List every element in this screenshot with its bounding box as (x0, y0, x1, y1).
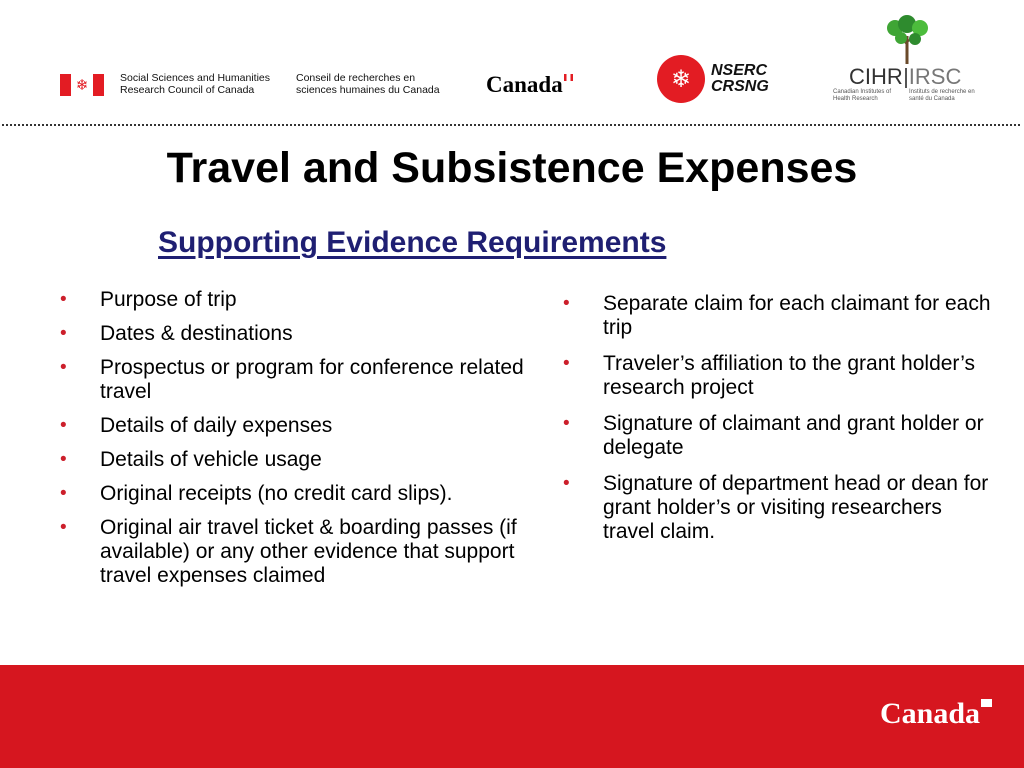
cihr-subtitle-french: Instituts de recherche en santé du Canada (909, 89, 975, 102)
canada-wordmark-footer: Canada (880, 697, 992, 731)
list-item: • Details of daily expenses (60, 414, 538, 438)
canada-wordmark-top: Canada (486, 72, 573, 98)
list-item: • Details of vehicle usage (60, 448, 538, 472)
dotted-divider (2, 124, 1020, 126)
list-item: • Dates & destinations (60, 322, 538, 346)
slide-title: Travel and Subsistence Expenses (166, 144, 858, 192)
sshrc-name-french: Conseil de recherches en sciences humaines du Canada (296, 72, 440, 96)
list-item: • Signature of department head or dean for grant holder’s or visiting researchers travel claim. (563, 472, 993, 544)
logo-strip (0, 0, 1024, 120)
slide-subtitle: Supporting Evidence Requirements (158, 226, 667, 259)
canada-flag-icon: ❄ (60, 74, 104, 96)
cihr-logo (833, 14, 983, 106)
cihr-wordmark: CIHR IRSC (849, 64, 962, 89)
footer-bar (0, 665, 1024, 768)
maple-leaf-icon: ❄ (657, 55, 705, 103)
cihr-subtitle-english: Canadian Institutes of Health Research (833, 89, 892, 102)
list-item: • Separate claim for each claimant for each trip (563, 292, 993, 340)
list-item: • Original air travel ticket & boarding passes (if available) or any other evidence that support travel expenses claimed (60, 516, 538, 588)
sshrc-logo (60, 72, 456, 96)
right-bullet-list (563, 292, 993, 556)
list-item: • Prospectus or program for conference related travel (60, 356, 538, 404)
crsng-label: CRSNG (711, 78, 769, 95)
list-item: • Purpose of trip (60, 288, 538, 312)
left-bullet-list (60, 288, 538, 598)
nserc-label: NSERC (711, 62, 768, 79)
list-item: • Signature of claimant and grant holder or delegate (563, 412, 993, 460)
list-item: • Original receipts (no credit card slips). (60, 482, 538, 506)
nserc-logo (657, 55, 769, 103)
tree-icon (877, 14, 937, 64)
sshrc-name-english: Social Sciences and Humanities Research Council of Canada (120, 72, 270, 96)
list-item: • Traveler’s affiliation to the grant holder’s research project (563, 352, 993, 400)
